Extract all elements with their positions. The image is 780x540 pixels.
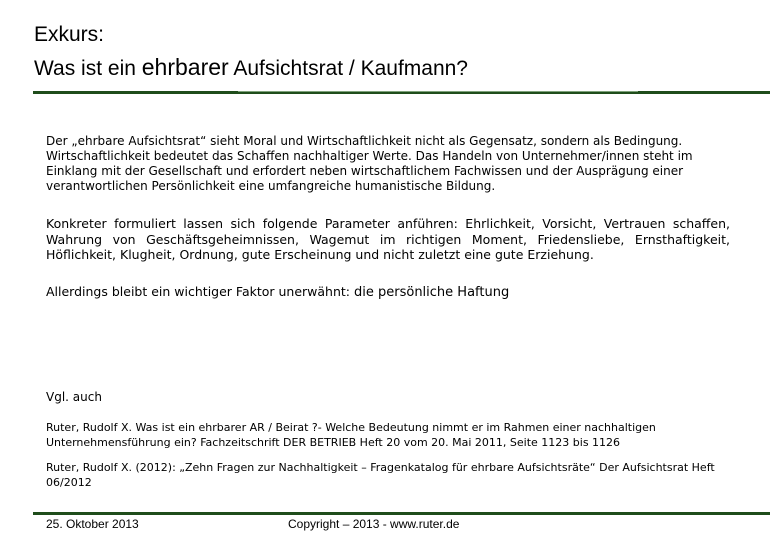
liability-keyword: die persönliche Haftung <box>354 284 510 300</box>
paragraph-liability <box>46 284 730 301</box>
reference-item-2: Ruter, Rudolf X. (2012): „Zehn Fragen zur Nachhaltigkeit – Fragenkatalog für ehrbare Aufsichtsräte“ Der Aufsichtsrat Heft 06/2012 <box>46 461 715 489</box>
paragraph-definition: Der „ehrbare Aufsichtsrat“ sieht Moral und Wirtschaftlichkeit nicht als Gegensatz, sondern als Bedingung. Wirtschaftlichkeit bedeutet das Schaffen nachhaltiger Werte. Das Handeln von Unternehmer/innen steht im Einklang mit der Gesellschaft und erfordert neben wirtschaftlichem Fachwissen und der Ausprägung einer verantwortlichen Persönlichkeit eine umfangreiche humanistische Bildung. <box>46 134 693 193</box>
title-divider <box>33 91 770 94</box>
references <box>46 390 736 500</box>
title-text-start: Was ist ein <box>34 57 142 80</box>
footer-copyright: Copyright – 2013 - www.ruter.de <box>288 517 460 531</box>
references-intro: Vgl. auch <box>46 390 102 404</box>
main-content <box>46 134 730 301</box>
liability-intro: Allerdings bleibt ein wichtiger Faktor unerwähnt: <box>46 283 354 299</box>
reference-item-1: Ruter, Rudolf X. Was ist ein ehrbarer AR / Beirat ?- Welche Bedeutung nimmt er im Rahmen einer nachhaltigen Unternehmensführung ein? Fachzeitschrift DER BETRIEB Heft 20 vom 20. Mai 2011, Seite 1123 bis 1126 <box>46 421 656 449</box>
title-line-2 <box>34 54 754 82</box>
title-line-1: Exkurs: <box>34 23 105 46</box>
footer-date: 25. Oktober 2013 <box>46 517 139 531</box>
footer-divider <box>33 512 770 515</box>
slide-title <box>34 22 754 82</box>
paragraph-parameters: Konkreter formuliert lassen sich folgende Parameter anführen: Ehrlichkeit, Vorsicht, Vertrauen schaffen, Wahrung von Geschäftsgeheimnissen, Wagemut im richtigen Moment, Friedensliebe, Ernsthaftigkeit, Höflichkeit, Klugheit, Ordnung, gute Erscheinung und nicht zuletzt eine gute Erziehung. <box>46 216 730 262</box>
title-text-end: Aufsichtsrat / Kaufmann? <box>228 57 468 80</box>
title-divider-highlight <box>238 91 638 92</box>
title-emphasis: ehrbarer <box>141 54 229 80</box>
